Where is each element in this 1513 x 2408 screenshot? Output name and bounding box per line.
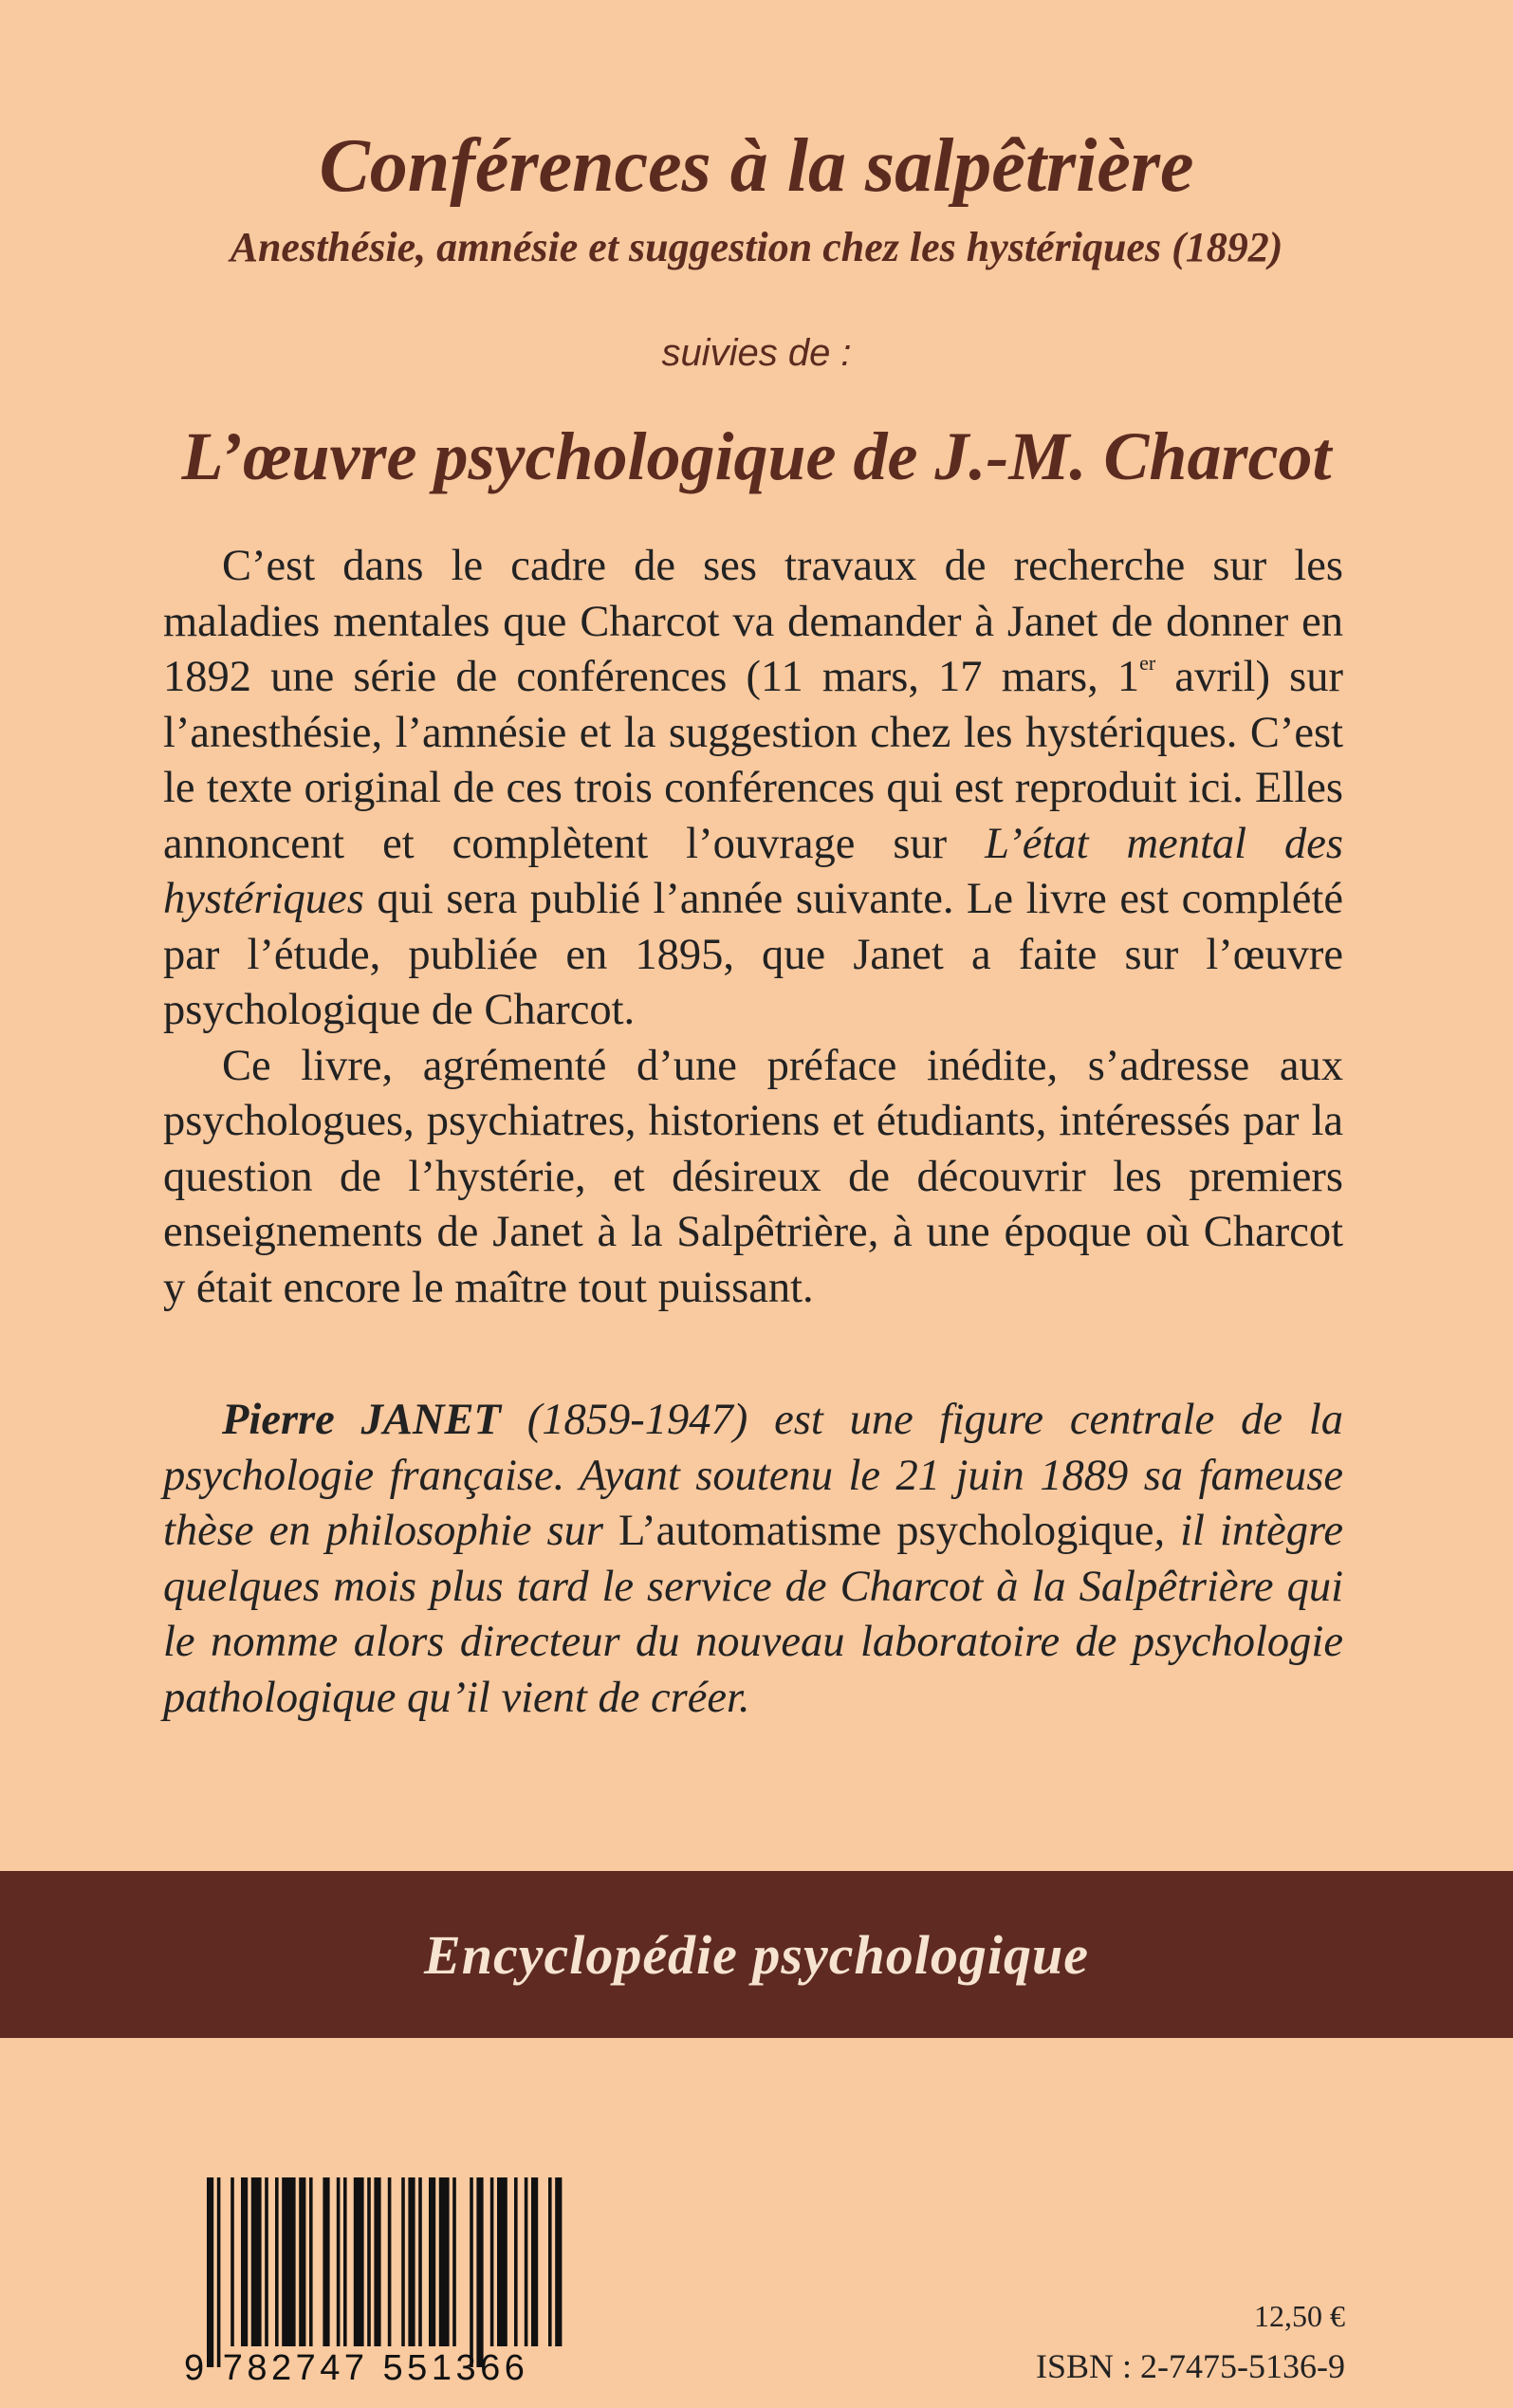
barcode-bar [231, 2177, 234, 2346]
barcode-bar [299, 2177, 305, 2346]
p1-superscript: er [1139, 651, 1156, 675]
barcode-bar [470, 2177, 473, 2367]
barcode-bar [354, 2177, 364, 2346]
p1-book-reference: L’état mental des hystériques [163, 819, 1343, 923]
collection-banner [0, 1871, 1513, 2038]
thesis-title: L’automatisme psychologique [618, 1507, 1154, 1555]
barcode-bar [452, 2177, 456, 2346]
barcode-bar [525, 2177, 528, 2346]
barcode-bars-icon [188, 2177, 567, 2367]
second-title: L’œuvre psychologique de J.-M. Charcot [181, 418, 1332, 494]
description-paragraph-1 [163, 539, 1343, 1039]
author-bio [163, 1393, 1343, 1726]
description [163, 539, 1343, 1316]
barcode-bar [514, 2177, 518, 2346]
barcode-bar [309, 2177, 313, 2346]
barcode-bar [401, 2177, 405, 2346]
barcode-bar [207, 2177, 213, 2367]
author-bio-paragraph [163, 1393, 1343, 1726]
barcode-bar [374, 2177, 380, 2346]
barcode-bar [497, 2177, 507, 2346]
barcode-bar [490, 2177, 494, 2346]
barcode-bar [429, 2177, 435, 2346]
barcode-bar [388, 2177, 392, 2346]
p1-text-a: C’est dans le cadre de ses travaux de recherche sur les maladies mentales que Charcot va demander à Janet de donner en 1892 une série de conférences (11 mars, 17 mars, 1 [163, 542, 1343, 701]
barcode-bar [439, 2177, 450, 2346]
barcode-bar [337, 2177, 341, 2346]
barcode-bar [367, 2177, 371, 2346]
barcode-bar [323, 2177, 329, 2346]
barcode-bar [241, 2177, 248, 2346]
barcode-bar [275, 2177, 279, 2346]
price: 12,50 € [1254, 2299, 1345, 2333]
barcode-bar [531, 2177, 538, 2346]
description-paragraph-2: Ce livre, agrémenté d’une préface inédite, s’adresse aux psychologues, psychiatres, historiens et étudiants, intéressés par la question de l’hystérie, et désireux de découvrir les premiers enseignements de Janet à la Salpêtrière, à une époque où Charcot y était encore le maître tout puissant. [163, 1041, 1343, 1312]
author-bio-text-a: (1859-1947) est une figure centrale de la psychologie française. Ayant soutenu le 21 juin 1889 sa fameuse thèse en philosophie sur [163, 1396, 1343, 1555]
author-name: Pierre JANET [222, 1396, 501, 1444]
barcode-bar [476, 2177, 483, 2367]
p1-text-c: qui sera publié l’année suivante. Le livre est complété par l’étude, publiée en 1895, que Janet a faite sur l’œuvre psychologique de Charcot. [163, 875, 1343, 1034]
barcode-bar [343, 2177, 347, 2346]
barcode-bar [418, 2177, 422, 2346]
barcode [184, 2177, 567, 2388]
book-title: Conférences à la salpêtrière [319, 124, 1194, 208]
p1-text-b: avril) sur l’anesthésie, l’amnésie et la suggestion chez les hystériques. C’est le texte original de ces trois conférences qui est reproduit ici. Elles annoncent et complètent l’ouvrage sur [163, 653, 1343, 868]
barcode-digits: 9 782747 551366 [184, 2348, 529, 2388]
barcode-bar [217, 2177, 221, 2367]
book-subtitle: Anesthésie, amnésie et suggestion chez les hystériques (1892) [230, 224, 1283, 270]
isbn: ISBN : 2-7475-5136-9 [1036, 2347, 1345, 2385]
barcode-bar [555, 2177, 562, 2346]
barcode-bar [251, 2177, 262, 2346]
barcode-bar [282, 2177, 295, 2346]
barcode-bar [548, 2177, 552, 2346]
barcode-bar [408, 2177, 415, 2346]
barcode-bar [265, 2177, 268, 2346]
collection-name: Encyclopédie psychologique [424, 1923, 1089, 1986]
author-bio-text-b: , il intègre quelques mois plus tard le service de Charcot à la Salpêtrière qui le nomme alors directeur du nouveau laboratoire de psychologie pathologique qu’il vient de créer. [163, 1507, 1343, 1722]
followed-by-label: suivies de : [661, 332, 852, 374]
